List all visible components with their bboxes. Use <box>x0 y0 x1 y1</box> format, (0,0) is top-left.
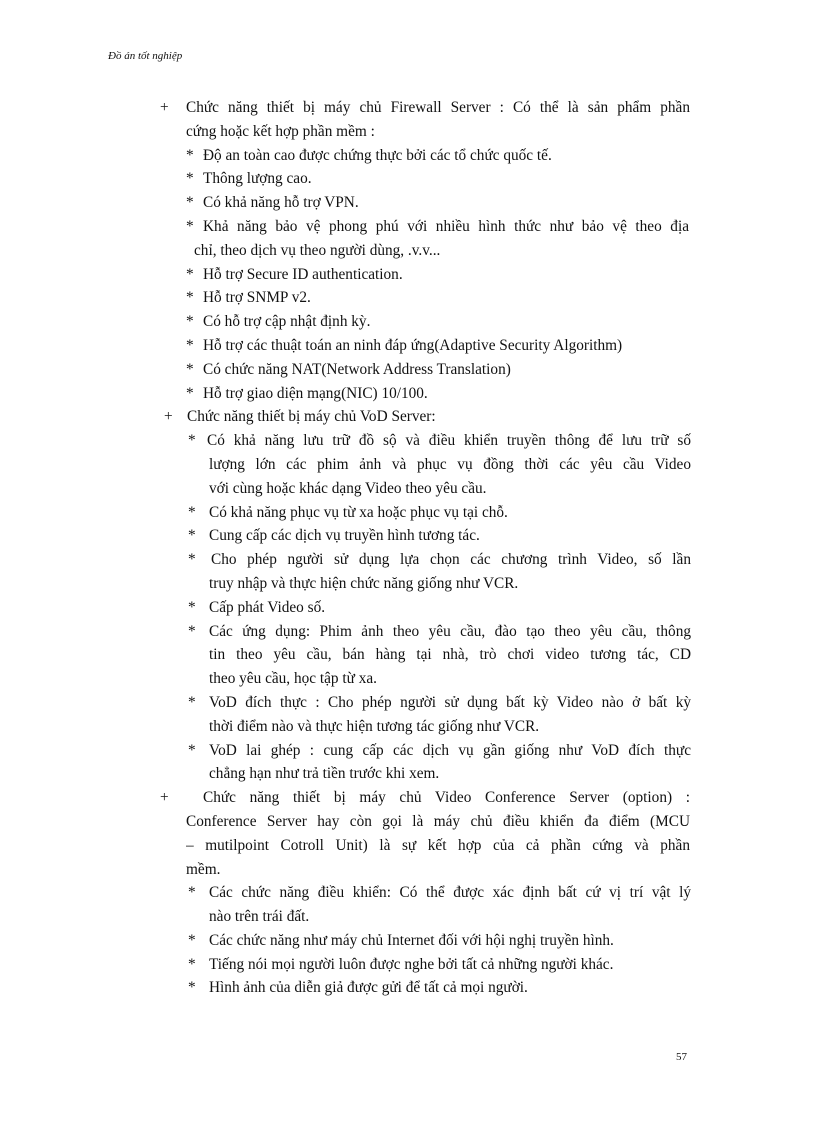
text-line <box>0 382 816 406</box>
text-line <box>0 453 816 477</box>
asterisk-bullet: * <box>188 979 196 997</box>
line-text: Hỗ trợ SNMP v2. <box>203 289 311 307</box>
text-line <box>0 929 816 953</box>
line-text: Hỗ trợ các thuật toán an ninh đáp ứng(Adaptive Security Algorithm) <box>203 336 623 354</box>
text-line <box>0 239 816 263</box>
asterisk-bullet: * <box>188 622 196 640</box>
asterisk-bullet: * <box>188 955 196 973</box>
asterisk-bullet: * <box>186 217 194 235</box>
text-line <box>0 762 816 786</box>
line-text: Các chức năng như máy chủ Internet đối với hội nghị truyền hình. <box>209 931 614 949</box>
text-line <box>0 596 816 620</box>
text-line <box>0 215 816 239</box>
text-line <box>0 858 816 882</box>
line-text: Có khả năng hỗ trợ VPN. <box>203 194 359 212</box>
asterisk-bullet: * <box>188 741 196 759</box>
line-text: truy nhập và thực hiện chức năng giống như VCR. <box>209 574 519 592</box>
line-text: VoD đích thực : Cho phép người sử dụng bất kỳ Video nào ở bất kỳ <box>209 693 691 711</box>
line-text: VoD lai ghép : cung cấp các dịch vụ gần giống như VoD đích thực <box>209 741 691 759</box>
text-line <box>0 881 816 905</box>
text-line <box>0 477 816 501</box>
line-text: lượng lớn các phim ảnh và phục vụ đồng thời các yêu cầu Video <box>209 455 691 473</box>
text-line <box>0 667 816 691</box>
text-line <box>0 191 816 215</box>
line-text: Có khả năng phục vụ từ xa hoặc phục vụ tại chỗ. <box>209 503 508 521</box>
line-text: tin theo yêu cầu, bán hàng tại nhà, trò chơi video tương tác, CD <box>209 646 691 664</box>
line-text: Cấp phát Video số. <box>209 598 326 616</box>
line-text: Thông lượng cao. <box>203 170 312 188</box>
line-text: với cùng hoặc khác dạng Video theo yêu cầu. <box>209 479 487 497</box>
text-line <box>0 834 816 858</box>
text-line <box>0 548 816 572</box>
page-header: Đồ án tốt nghiệp <box>108 50 183 62</box>
line-text: Hỗ trợ giao diện mạng(NIC) 10/100. <box>203 384 428 402</box>
line-text: Conference Server hay còn gọi là máy chủ điều khiển đa điểm (MCU <box>186 812 690 830</box>
asterisk-bullet: * <box>186 170 194 188</box>
text-line <box>0 167 816 191</box>
text-line <box>0 691 816 715</box>
text-line <box>0 810 816 834</box>
line-text: Chức năng thiết bị máy chủ Firewall Server : Có thể là sản phẩm phần <box>186 99 690 116</box>
text-line <box>0 286 816 310</box>
line-text: Độ an toàn cao được chứng thực bởi các tổ chức quốc tế. <box>203 146 552 164</box>
text-line <box>0 786 816 810</box>
asterisk-bullet: * <box>186 289 194 307</box>
plus-bullet: + <box>160 99 169 116</box>
line-text: Có khả năng lưu trữ đồ sộ và điều khiển truyền thông để lưu trữ số <box>207 432 691 450</box>
document-body <box>0 96 816 1000</box>
text-line <box>0 572 816 596</box>
asterisk-bullet: * <box>188 432 196 450</box>
line-text: Các chức năng điều khiển: Có thể được xác định bất cứ vị trí vật lý <box>209 884 691 902</box>
line-text: Có hỗ trợ cập nhật định kỳ. <box>203 313 371 331</box>
line-text: mềm. <box>186 860 221 878</box>
text-line <box>0 405 816 429</box>
line-text: Khả năng bảo vệ phong phú với nhiều hình thức như bảo vệ theo địa <box>203 217 689 235</box>
asterisk-bullet: * <box>186 146 194 164</box>
line-text: Cho phép người sử dụng lựa chọn các chương trình Video, số lần <box>211 551 691 569</box>
asterisk-bullet: * <box>186 336 194 354</box>
asterisk-bullet: * <box>188 527 196 545</box>
asterisk-bullet: * <box>188 931 196 949</box>
line-text: theo yêu cầu, học tập từ xa. <box>209 670 377 688</box>
asterisk-bullet: * <box>188 884 196 902</box>
line-text: Hỗ trợ Secure ID authentication. <box>203 265 403 283</box>
text-line <box>0 429 816 453</box>
asterisk-bullet: * <box>186 360 194 378</box>
asterisk-bullet: * <box>188 503 196 521</box>
text-line <box>0 501 816 525</box>
line-text: thời điểm nào và thực hiện tương tác giống như VCR. <box>209 717 540 735</box>
text-line <box>0 524 816 548</box>
text-line <box>0 334 816 358</box>
text-line <box>0 739 816 763</box>
line-text: chỉ, theo dịch vụ theo người dùng, .v.v... <box>194 241 441 259</box>
plus-bullet: + <box>160 789 169 807</box>
line-text: nào trên trái đất. <box>209 908 310 926</box>
line-text: Các ứng dụng: Phim ảnh theo yêu cầu, đào tạo theo yêu cầu, thông <box>209 622 691 640</box>
text-line <box>0 643 816 667</box>
line-text: cứng hoặc kết hợp phần mềm : <box>186 122 375 140</box>
line-text: Chức năng thiết bị máy chủ VoD Server: <box>187 408 436 426</box>
text-line <box>0 120 816 144</box>
page-number: 57 <box>676 1051 687 1063</box>
plus-bullet: + <box>164 408 173 426</box>
text-line <box>0 976 816 1000</box>
asterisk-bullet: * <box>188 551 196 569</box>
line-text: chẳng hạn như trả tiền trước khi xem. <box>209 765 440 783</box>
asterisk-bullet: * <box>188 598 196 616</box>
line-text: Chức năng thiết bị máy chủ Video Conference Server (option) : <box>203 789 690 807</box>
line-text: Hình ảnh của diễn giả được gửi để tất cả mọi người. <box>209 979 528 997</box>
text-line <box>0 144 816 168</box>
asterisk-bullet: * <box>186 194 194 212</box>
asterisk-bullet: * <box>186 313 194 331</box>
line-text: Có chức năng NAT(Network Address Translation) <box>203 360 511 378</box>
text-line <box>0 715 816 739</box>
text-line <box>0 905 816 929</box>
text-line <box>0 263 816 287</box>
line-text: – mutilpoint Cotroll Unit) là sự kết hợp của cả phần cứng và phần <box>186 836 690 854</box>
text-line <box>0 358 816 382</box>
text-line <box>0 953 816 977</box>
text-line <box>0 310 816 334</box>
line-text: Cung cấp các dịch vụ truyền hình tương tác. <box>209 527 480 545</box>
asterisk-bullet: * <box>186 265 194 283</box>
text-line <box>0 620 816 644</box>
line-text: Tiếng nói mọi người luôn được nghe bởi tất cả những người khác. <box>209 955 614 973</box>
asterisk-bullet: * <box>186 384 194 402</box>
asterisk-bullet: * <box>188 693 196 711</box>
text-line <box>0 96 816 120</box>
